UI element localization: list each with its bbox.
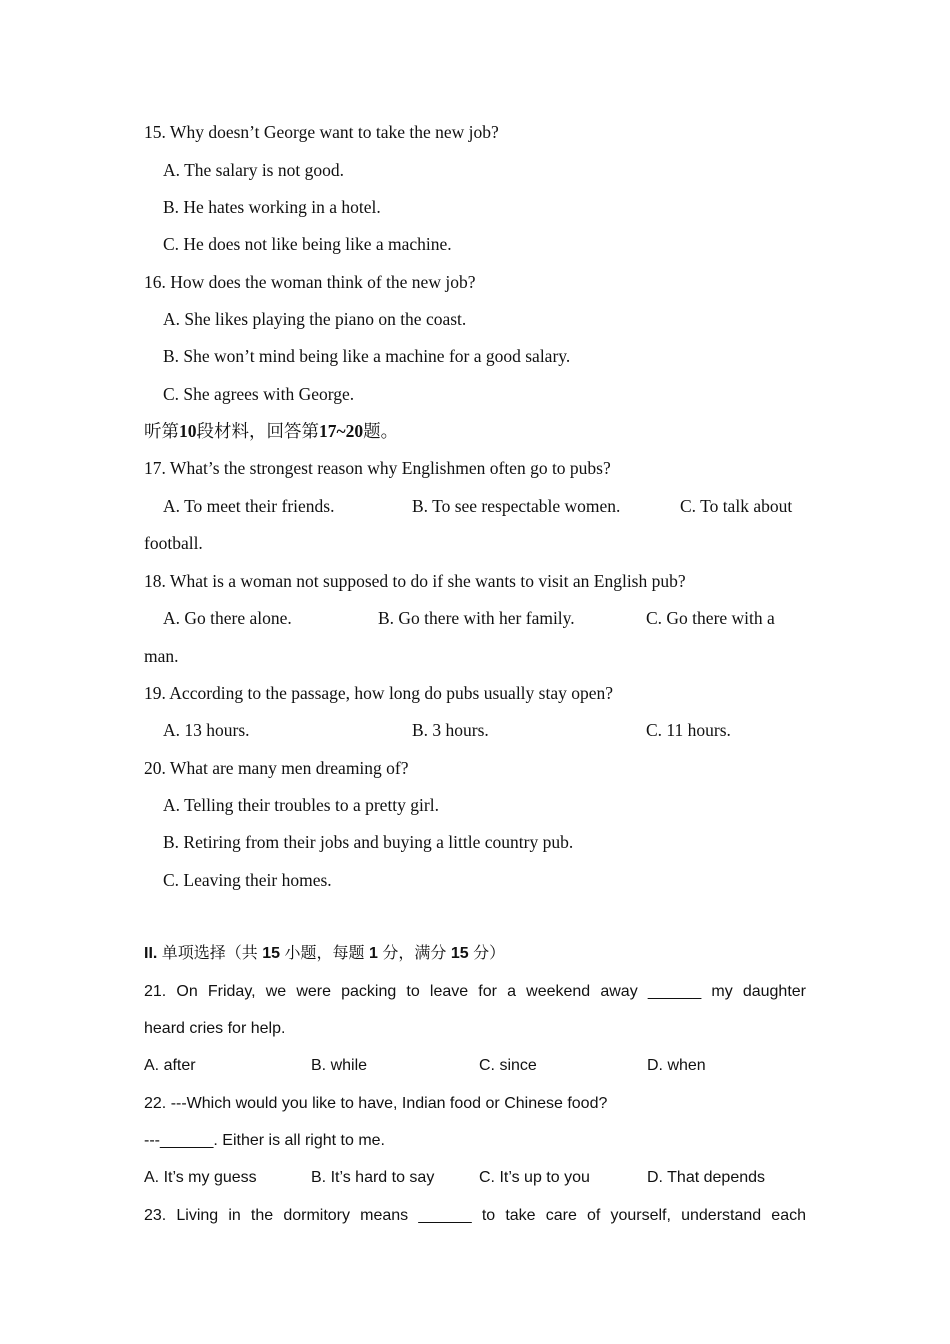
section-2-count: 15 bbox=[262, 945, 281, 962]
question-20-option-a: A. Telling their troubles to a pretty girl. bbox=[163, 795, 439, 815]
question-16-option-c: C. She agrees with George. bbox=[163, 384, 355, 404]
section-2-text-1: 单项选择（共 bbox=[161, 945, 258, 962]
question-19-option-c: C. 11 hours. bbox=[646, 720, 731, 740]
question-21-option-b: B. while bbox=[311, 1057, 368, 1074]
question-18-option-c-continued: man. bbox=[144, 646, 179, 666]
question-16-option-b: B. She won’t mind being like a machine for a good salary. bbox=[163, 346, 571, 366]
section-2-heading bbox=[144, 943, 505, 965]
section-2-text-2: 小题，每题 bbox=[284, 945, 365, 962]
section-2-text-4: 分） bbox=[473, 945, 506, 962]
question-22-option-c: C. It’s up to you bbox=[479, 1169, 590, 1186]
question-17-option-b: B. To see respectable women. bbox=[412, 496, 621, 516]
question-16-stem: 16. How does the woman think of the new job? bbox=[144, 272, 476, 292]
question-18-option-b: B. Go there with her family. bbox=[378, 608, 575, 628]
question-16-option-a: A. She likes playing the piano on the coast. bbox=[163, 309, 467, 329]
question-18-option-a: A. Go there alone. bbox=[163, 608, 292, 628]
question-22-option-b: B. It’s hard to say bbox=[311, 1169, 435, 1186]
question-19-stem: 19. According to the passage, how long do pubs usually stay open? bbox=[144, 683, 614, 703]
instruction-question-range: 17~20 bbox=[319, 421, 364, 441]
question-15-option-c: C. He does not like being like a machine. bbox=[163, 234, 452, 254]
question-21-option-d: D. when bbox=[647, 1057, 706, 1074]
question-18-option-c: C. Go there with a bbox=[646, 608, 775, 628]
section-2-points-each: 1 bbox=[368, 945, 378, 962]
question-20-option-c: C. Leaving their homes. bbox=[163, 870, 332, 890]
question-20-stem: 20. What are many men dreaming of? bbox=[144, 758, 409, 778]
question-21-line-2: heard cries for help. bbox=[144, 1020, 286, 1037]
question-17-stem: 17. What’s the strongest reason why Englishmen often go to pubs? bbox=[144, 458, 611, 478]
instruction-middle: 段材料，回答第 bbox=[196, 421, 319, 441]
question-22-option-a: A. It’s my guess bbox=[144, 1169, 257, 1186]
question-23-line-1: 23. Living in the dormitory means ______ to take care of yourself, understand each bbox=[144, 1207, 806, 1224]
instruction-passage-number: 10 bbox=[179, 421, 197, 441]
question-20-option-b: B. Retiring from their jobs and buying a little country pub. bbox=[163, 832, 574, 852]
question-19-option-a: A. 13 hours. bbox=[163, 720, 250, 740]
question-15-option-a: A. The salary is not good. bbox=[163, 160, 344, 180]
question-18-stem: 18. What is a woman not supposed to do if she wants to visit an English pub? bbox=[144, 571, 686, 591]
question-15-stem: 15. Why doesn’t George want to take the new job? bbox=[144, 122, 499, 142]
instruction-prefix: 听第 bbox=[144, 421, 179, 441]
question-21-option-a: A. after bbox=[144, 1057, 196, 1074]
section-2-roman: II. bbox=[144, 945, 158, 962]
question-22-line-1: 22. ---Which would you like to have, Indian food or Chinese food? bbox=[144, 1095, 608, 1112]
section-2-total-points: 15 bbox=[450, 945, 469, 962]
question-22-option-d: D. That depends bbox=[647, 1169, 766, 1186]
question-21-option-c: C. since bbox=[479, 1057, 537, 1074]
section-10-instruction bbox=[144, 420, 398, 442]
section-2-text-3: 分，满分 bbox=[382, 945, 447, 962]
question-21-line-1: 21. On Friday, we were packing to leave for a weekend away ______ my daughter bbox=[144, 983, 806, 1000]
instruction-suffix: 题。 bbox=[363, 421, 399, 441]
question-17-option-c: C. To talk about bbox=[680, 496, 793, 516]
question-15-option-b: B. He hates working in a hotel. bbox=[163, 197, 381, 217]
question-17-option-a: A. To meet their friends. bbox=[163, 496, 335, 516]
question-22-line-2: ---______. Either is all right to me. bbox=[144, 1132, 385, 1149]
question-19-option-b: B. 3 hours. bbox=[412, 720, 489, 740]
question-17-option-c-continued: football. bbox=[144, 533, 203, 553]
